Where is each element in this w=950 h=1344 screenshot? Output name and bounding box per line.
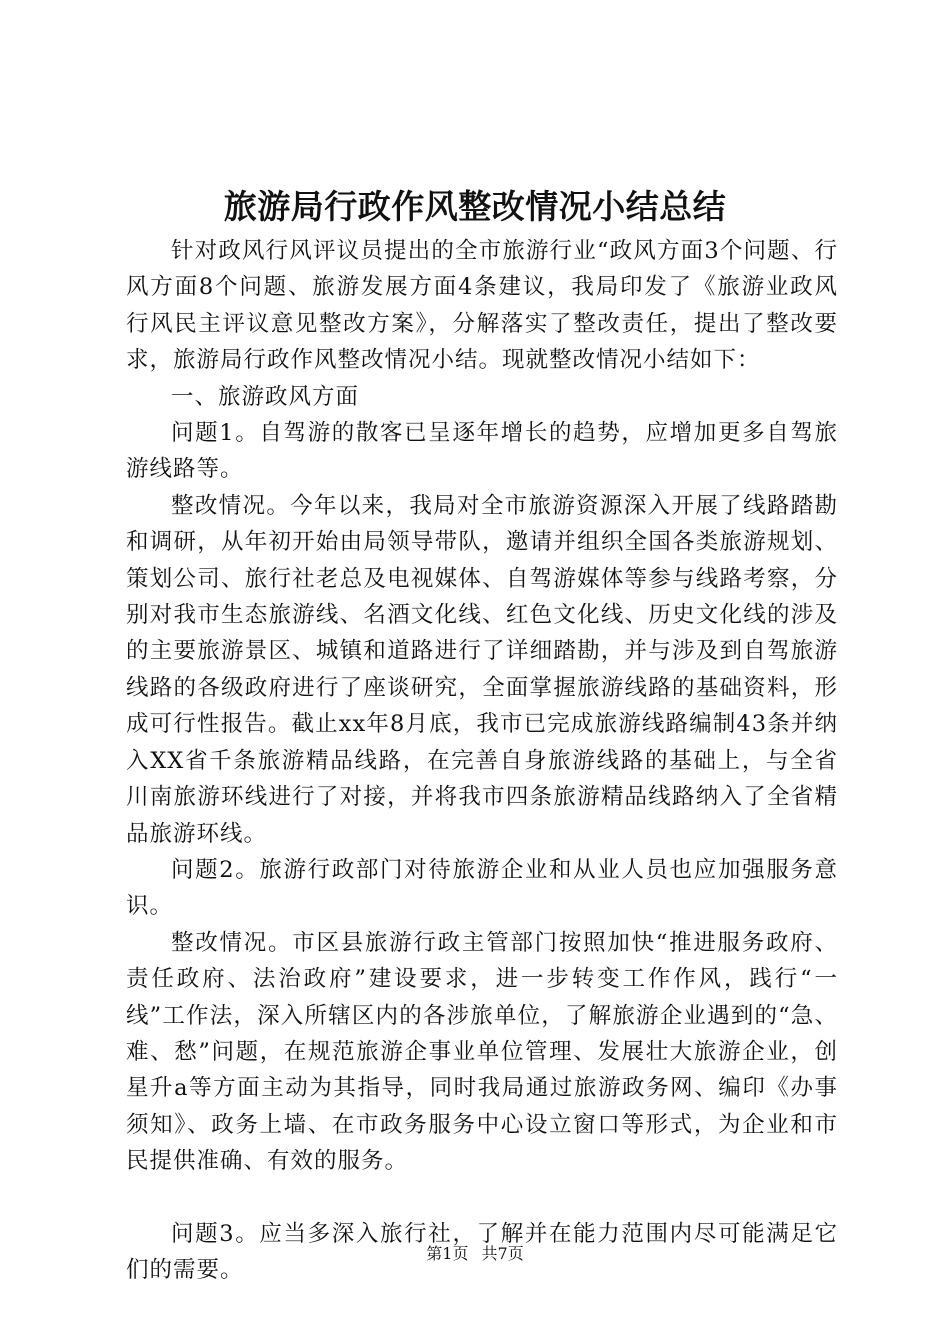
- document-title: 旅游局行政作风整改情况小结总结: [223, 187, 727, 226]
- page-footer: [0, 1244, 950, 1264]
- section-heading: 一、旅游政风方面: [171, 383, 360, 410]
- issue-3-paragraph: 问题3。应当多深入旅行社，了解并在能力范围内尽可能满足它们的需要。: [126, 1220, 838, 1284]
- issue-2-paragraph: 问题2。旅游行政部门对待旅游企业和从业人员也应加强服务意识。: [126, 856, 838, 920]
- rectification-1-paragraph: 整改情况。今年以来，我局对全市旅游资源深入开展了线路踏勘和调研，从年初开始由局领导带队，邀请并组织全国各类旅游规划、策划公司、旅行社老总及电视媒体、自驾游媒体等参与线路考察，分别对我市生态旅游线、名酒文化线、红色文化线、历史文化线的涉及的主要旅游景区、城镇和道路进行了详细踏勘，并与涉及到自驾旅游线路的各级政府进行了座谈研究，全面掌握旅游线路的基础资料，形成可行性报告。截止xx年8月底，我市已完成旅游线路编制43条并纳入XX省千条旅游精品线路，在完善自身旅游线路的基础上，与全省川南旅游环线进行了对接，并将我市四条旅游精品线路纳入了全省精品旅游环线。: [126, 492, 838, 847]
- issue-1-paragraph: 问题1。自驾游的散客已呈逐年增长的趋势，应增加更多自驾旅游线路等。: [126, 420, 838, 483]
- paragraph-spacer: [126, 1180, 838, 1216]
- document-body: [126, 233, 838, 1289]
- page-current: 第1页: [426, 1244, 469, 1263]
- rectification-2-paragraph: 整改情况。市区县旅游行政主管部门按照加快“推进服务政府、责任政府、法治政府”建设要求，进一步转变工作作风，践行“一线”工作法，深入所辖区内的各涉旅单位，了解旅游企业遇到的“急、难、愁”问题，在规范旅游企事业单位管理、发展壮大旅游企业，创星升a等方面主动为其指导，同时我局通过旅游政务网、编印《办事须知》、政务上墙、在市政务服务中心设立窗口等形式，为企业和市民提供准确、有效的服务。: [126, 929, 838, 1175]
- intro-paragraph: 针对政风行风评议员提出的全市旅游行业“政风方面3个问题、行风方面8个问题、旅游发展方面4条建议，我局印发了《旅游业政风行风民主评议意见整改方案》，分解落实了整改责任，提出了整改要求，旅游局行政作风整改情况小结。现就整改情况小结如下：: [126, 238, 838, 374]
- page-total: 共7页: [481, 1244, 524, 1263]
